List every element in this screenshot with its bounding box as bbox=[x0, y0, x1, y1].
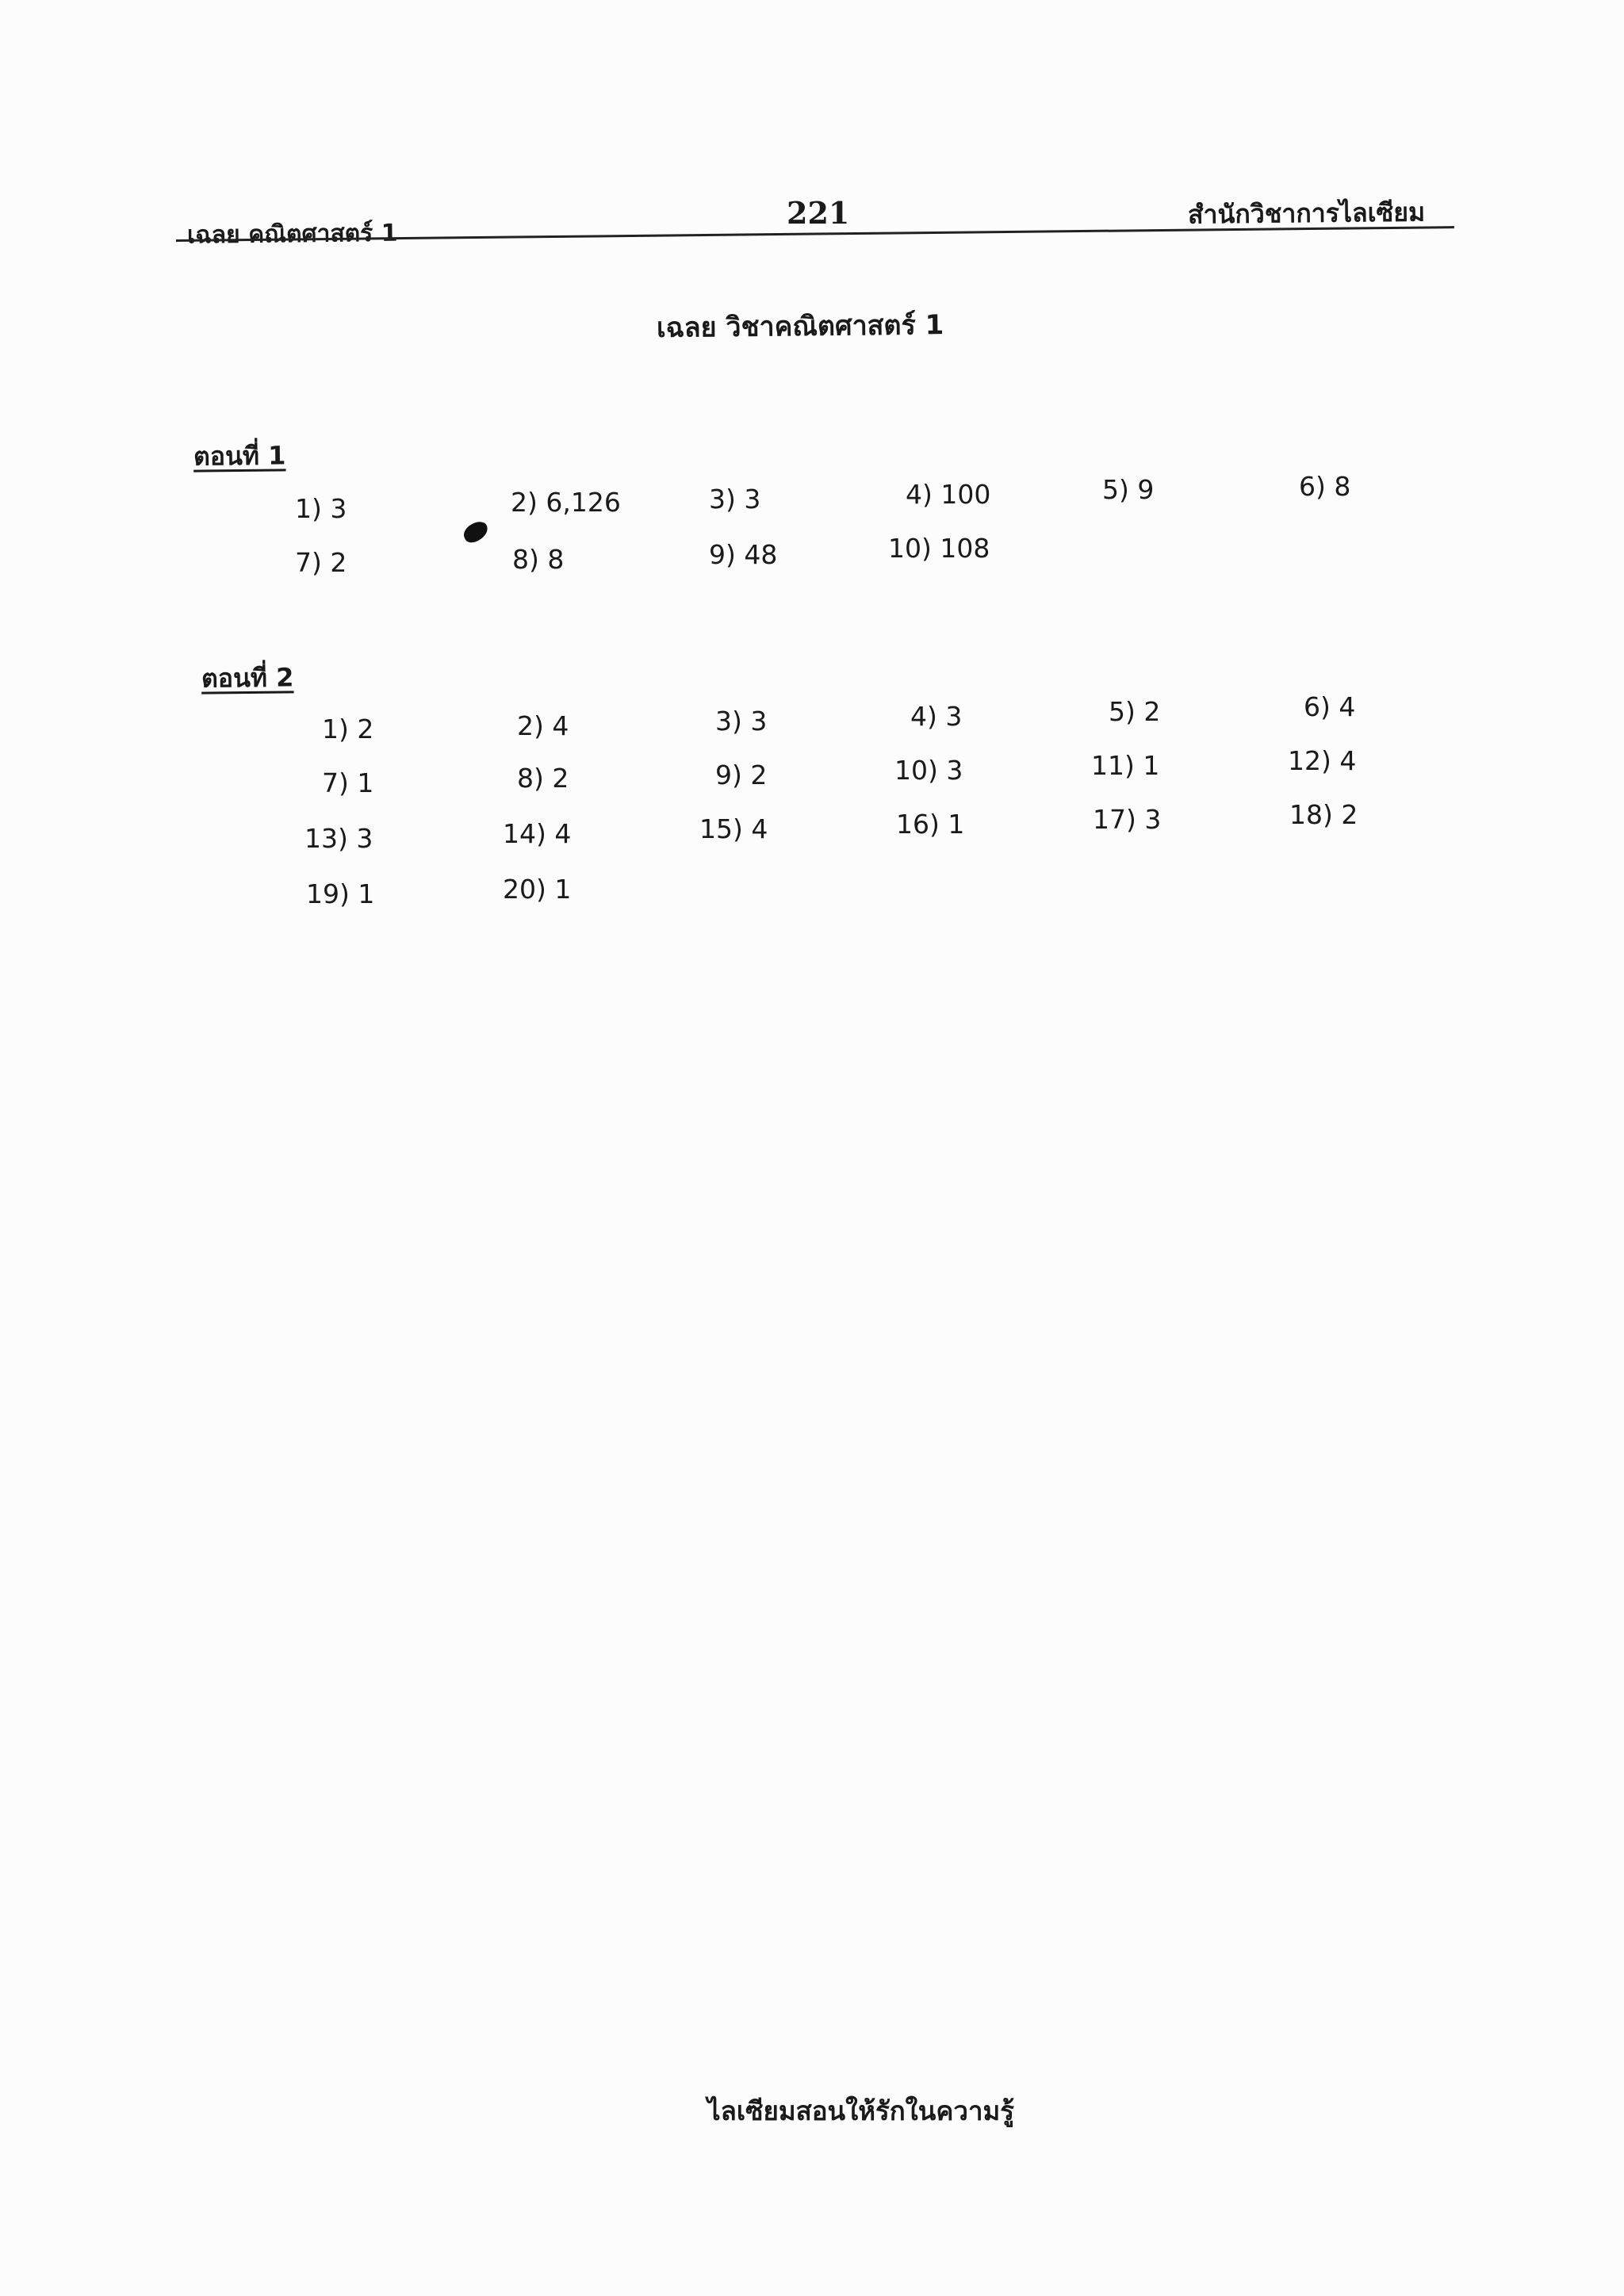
section-2-answer: 16) 1 bbox=[896, 809, 965, 840]
section-1-answer: 2) 6,126 bbox=[511, 487, 621, 518]
header-subject: เฉลย คณิตศาสตร์ 1 bbox=[186, 219, 398, 250]
section-2-answer: 13) 3 bbox=[304, 823, 373, 854]
section-2-answer: 15) 4 bbox=[699, 813, 768, 844]
section-2-answer: 6) 4 bbox=[1304, 691, 1356, 722]
section-2-answer: 9) 2 bbox=[715, 760, 768, 790]
section-1-answer: 3) 3 bbox=[709, 484, 761, 515]
section-2-answer: 18) 2 bbox=[1289, 799, 1358, 830]
section-2-answer: 11) 1 bbox=[1091, 750, 1160, 781]
section-1-heading: ตอนที่ 1 bbox=[193, 440, 286, 472]
section-2-answer: 17) 3 bbox=[1093, 804, 1162, 835]
section-2-answer: 3) 3 bbox=[715, 706, 768, 737]
section-2-answer: 4) 3 bbox=[910, 701, 963, 732]
section-2-answer: 8) 2 bbox=[517, 763, 569, 794]
section-1-answer: 5) 9 bbox=[1102, 474, 1155, 505]
section-2-answer: 10) 3 bbox=[894, 755, 963, 786]
section-2-answer: 12) 4 bbox=[1288, 745, 1357, 776]
section-2-answer: 7) 1 bbox=[322, 767, 374, 798]
section-2-answer: 2) 4 bbox=[517, 710, 569, 741]
section-2-answer: 20) 1 bbox=[503, 874, 572, 905]
section-1-answer: 6) 8 bbox=[1299, 471, 1351, 502]
section-1-answer: 10) 108 bbox=[888, 533, 990, 564]
section-1-answer: 9) 48 bbox=[709, 539, 778, 570]
section-2-answer: 1) 2 bbox=[322, 714, 374, 744]
section-1-answer: 7) 2 bbox=[295, 547, 347, 578]
section-2-answer: 19) 1 bbox=[306, 878, 375, 909]
ink-blot bbox=[461, 519, 492, 545]
page-title: เฉลย วิชาคณิตศาสตร์ 1 bbox=[656, 309, 944, 344]
section-2-answer: 5) 2 bbox=[1109, 696, 1161, 727]
section-1-answer: 8) 8 bbox=[512, 544, 565, 575]
header-publisher: สำนักวิชาการไลเซียม bbox=[1187, 197, 1426, 230]
section-2-answer: 14) 4 bbox=[503, 818, 572, 849]
section-1-answer: 1) 3 bbox=[295, 493, 347, 524]
section-2-heading: ตอนที่ 2 bbox=[201, 662, 294, 694]
footer-slogan: ไลเซียมสอนให้รักในความรู้ bbox=[707, 2095, 1014, 2126]
page-number: 221 bbox=[787, 195, 850, 231]
section-1-answer: 4) 100 bbox=[906, 479, 991, 510]
